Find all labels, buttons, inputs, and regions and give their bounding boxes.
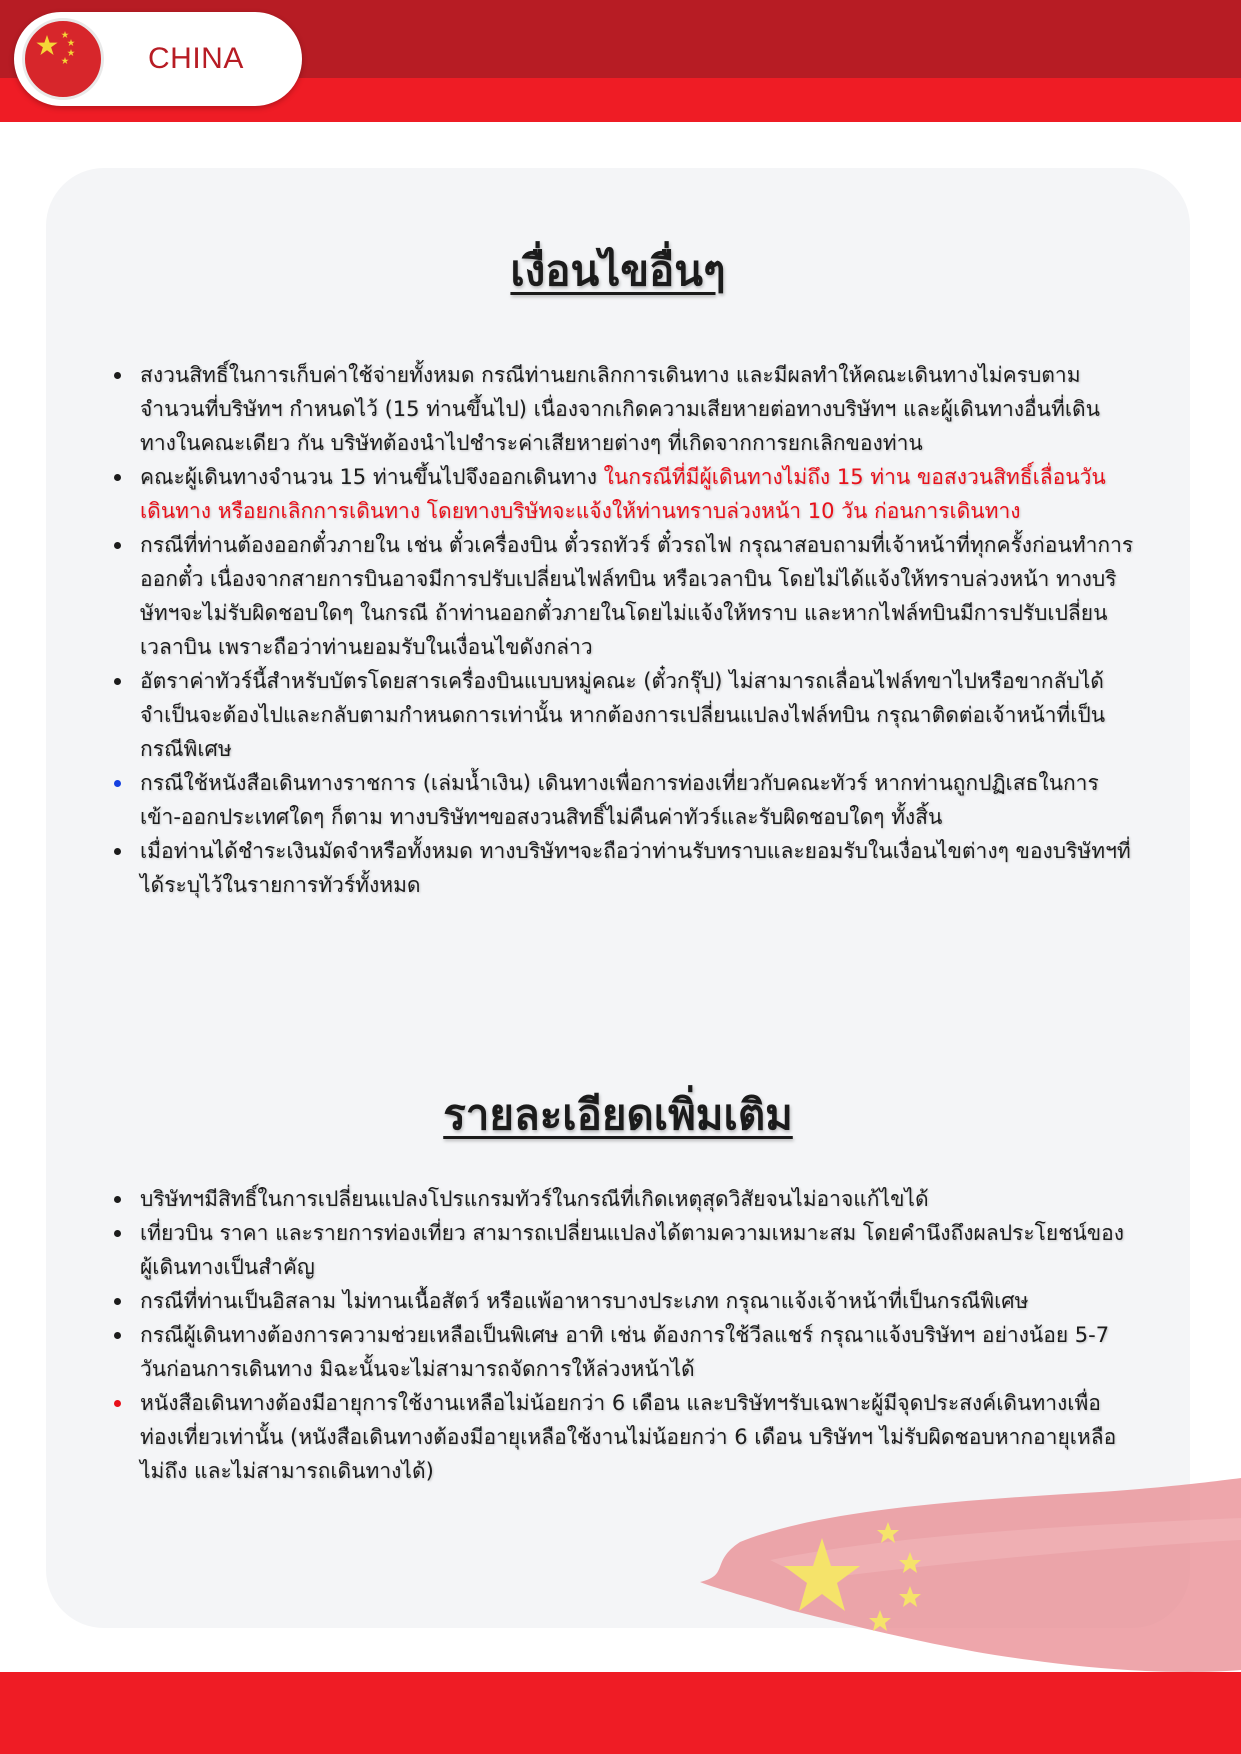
- list-item: หนังสือเดินทางต้องมีอายุการใช้งานเหลือไม่น้อยกว่า 6 เดือน และบริษัทฯรับเฉพาะผู้มีจุดประสงค์เดินทางเพื่อท่องเที่ยวเท่านั้น (หนังสือเดินทางต้องมีอายุเหลือใช้งานไม่น้อยกว่า 6 เดือน บริษัทฯ ไม่รับผิดชอบหากอายุเหลือไม่ถึง และไม่สามารถเดินทางได้): [106, 1386, 1136, 1488]
- details-list: [106, 1182, 1136, 1488]
- list-item: สงวนสิทธิ์ในการเก็บค่าใช้จ่ายทั้งหมด กรณีท่านยกเลิกการเดินทาง และมีผลทำให้คณะเดินทางไม่ครบตามจำนวนที่บริษัทฯ กำหนดไว้ (15 ท่านขึ้นไป) เนื่องจากเกิดความเสียหายต่อทางบริษัทฯ และผู้เดินทางอื่นที่เดินทางในคณะเดียว กัน บริษัทต้องนำไปชำระค่าเสียหายต่างๆ ที่เกิดจากการยกเลิกของท่าน: [106, 358, 1136, 460]
- country-label: CHINA: [148, 42, 244, 75]
- china-flag-brush-icon: [700, 1470, 1241, 1700]
- country-badge: [14, 12, 302, 106]
- list-item: เที่ยวบิน ราคา และรายการท่องเที่ยว สามารถเปลี่ยนแปลงได้ตามความเหมาะสม โดยคำนึงถึงผลประโยชน์ของผู้เดินทางเป็นสำคัญ: [106, 1216, 1136, 1284]
- list-item: เมื่อท่านได้ชำระเงินมัดจำหรือทั้งหมด ทางบริษัทฯจะถือว่าท่านรับทราบและยอมรับในเงื่อนไขต่างๆ ของบริษัทฯที่ได้ระบุไว้ในรายการทัวร์ทั้งหมด: [106, 834, 1136, 902]
- section-title-details: รายละเอียดเพิ่มเติม: [443, 1090, 793, 1139]
- section-title-conditions: เงื่อนไขอื่นๆ: [510, 246, 726, 295]
- highlight-text: ในกรณีที่มีผู้เดินทางไม่ถึง 15 ท่าน ขอสงวนสิทธิ์เลื่อนวันเดินทาง หรือยกเลิกการเดินทาง โดยทางบริษัทจะแจ้งให้ท่านทราบล่วงหน้า 10 วัน ก่อนการเดินทาง: [140, 465, 1106, 523]
- list-item: กรณีผู้เดินทางต้องการความช่วยเหลือเป็นพิเศษ อาทิ เช่น ต้องการใช้วีลแชร์ กรุณาแจ้งบริษัทฯ อย่างน้อย 5-7 วันก่อนการเดินทาง มิฉะนั้นจะไม่สามารถจัดการให้ล่วงหน้าได้: [106, 1318, 1136, 1386]
- china-flag-icon: [22, 18, 104, 100]
- list-item: บริษัทฯมีสิทธิ์ในการเปลี่ยนแปลงโปรแกรมทัวร์ในกรณีที่เกิดเหตุสุดวิสัยจนไม่อาจแก้ไขได้: [106, 1182, 1136, 1216]
- list-item: กรณีใช้หนังสือเดินทางราชการ (เล่มน้ำเงิน) เดินทางเพื่อการท่องเที่ยวกับคณะทัวร์ หากท่านถูกปฏิเสธในการเข้า-ออกประเทศใดๆ ก็ตาม ทางบริษัทฯขอสงวนสิทธิ์ไม่คืนค่าทัวร์และรับผิดชอบใดๆ ทั้งสิ้น: [106, 766, 1136, 834]
- conditions-list: [106, 358, 1136, 902]
- list-item: กรณีที่ท่านต้องออกตั๋วภายใน เช่น ตั๋วเครื่องบิน ตั๋วรถทัวร์ ตั๋วรถไฟ กรุณาสอบถามที่เจ้าหน้าที่ทุกครั้งก่อนทำการออกตั๋ว เนื่องจากสายการบินอาจมีการปรับเปลี่ยนไฟล์ทบิน หรือเวลาบิน โดยไม่ได้แจ้งให้ทราบล่วงหน้า ทางบริษัทฯจะไม่รับผิดชอบใดๆ ในกรณี ถ้าท่านออกตั๋วภายในโดยไม่แจ้งให้ทราบ และหากไฟล์ทบินมีการปรับเปลี่ยนเวลาบิน เพราะถือว่าท่านยอมรับในเงื่อนไขดังกล่าว: [106, 528, 1136, 664]
- list-item: คณะผู้เดินทางจำนวน 15 ท่านขึ้นไปจึงออกเดินทาง ในกรณีที่มีผู้เดินทางไม่ถึง 15 ท่าน ขอสงวนสิทธิ์เลื่อนวันเดินทาง หรือยกเลิกการเดินทาง โดยทางบริษัทจะแจ้งให้ท่านทราบล่วงหน้า 10 วัน ก่อนการเดินทาง: [106, 460, 1136, 528]
- list-item: กรณีที่ท่านเป็นอิสลาม ไม่ทานเนื้อสัตว์ หรือแพ้อาหารบางประเภท กรุณาแจ้งเจ้าหน้าที่เป็นกรณีพิเศษ: [106, 1284, 1136, 1318]
- list-item: อัตราค่าทัวร์นี้สำหรับบัตรโดยสารเครื่องบินแบบหมู่คณะ (ตั๋วกรุ๊ป) ไม่สามารถเลื่อนไฟล์ทขาไปหรือขากลับได้ จำเป็นจะต้องไปและกลับตามกำหนดการเท่านั้น หากต้องการเปลี่ยนแปลงไฟล์ทบิน กรุณาติดต่อเจ้าหน้าที่เป็นกรณีพิเศษ: [106, 664, 1136, 766]
- footer-band: [0, 1672, 1241, 1754]
